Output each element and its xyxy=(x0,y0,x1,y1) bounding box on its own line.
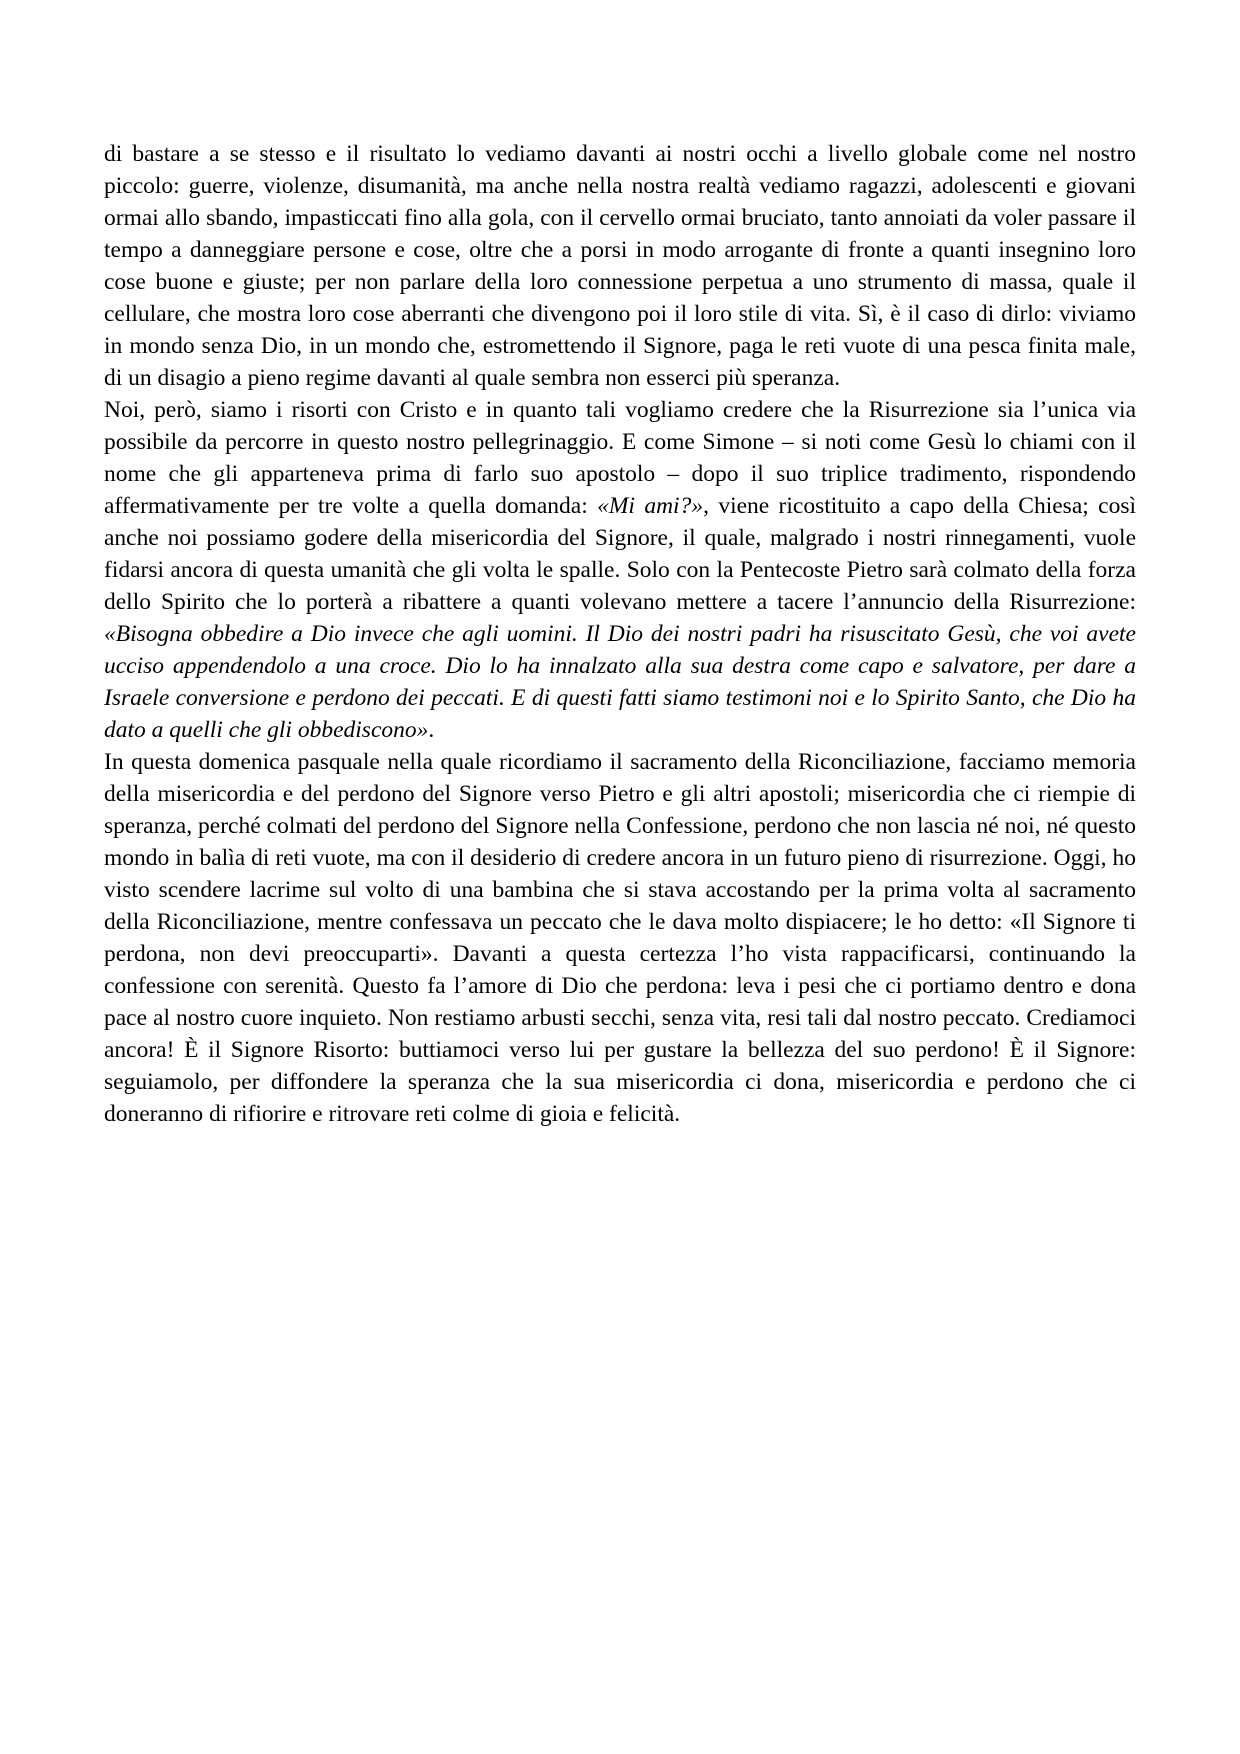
text-segment: di bastare a se stesso e il risultato lo vediamo davanti ai nostri occhi a livello globale come nel nostro piccolo: guerre, violenze, disumanità, ma anche nella nostra realtà vediamo ragazzi, adolescenti e giovani ormai allo sbando, impasticcati fino alla gola, con il cervello ormai bruciato, tanto annoiati da voler passare il tempo a danneggiare persone e cose, oltre che a porsi in modo arrogante di fronte a quanti insegnino loro cose buone e giuste; per non parlare della loro connessione perpetua a uno strumento di massa, quale il cellulare, che mostra loro cose aberranti che divengono poi il loro stile di vita. Sì, è il caso di dirlo: viviamo in mondo senza Dio, in un mondo che, estromettendo il Signore, paga le reti vuote di una pesca finita male, di un disagio a pieno regime davanti al quale sembra non esserci più speranza. xyxy=(104,141,1136,391)
italic-text-segment: «Bisogna obbedire a Dio invece che agli uomini. Il Dio dei nostri padri ha risuscitato Gesù, che voi avete ucciso appendendolo a una croce. Dio lo ha innalzato alla sua destra come capo e salvatore, per dare a Israele conversione e perdono dei peccati. E di questi fatti siamo testimoni noi e lo Spirito Santo, che Dio ha dato a quelli che gli obbediscono» xyxy=(104,621,1136,743)
paragraph xyxy=(104,746,1136,1130)
text-segment: , viene ricostituito a capo della Chiesa; così anche noi possiamo godere della misericordia del Signore, il quale, malgrado i nostri rinnegamenti, vuole fidarsi ancora di questa umanità che gli volta le spalle. Solo con la Pentecoste Pietro sarà colmato della forza dello Spirito che lo porterà a ribattere a quanti volevano mettere a tacere l’annuncio della Risurrezione: xyxy=(104,493,1136,615)
text-segment: Noi, però, siamo i risorti con Cristo e in quanto tali vogliamo credere che la Risurrezione sia l’unica via possibile da percorre in questo nostro pellegrinaggio. E come Simone – si noti come Gesù lo chiami con il nome che gli apparteneva prima di farlo suo apostolo – dopo il suo triplice tradimento, rispondendo affermativamente per tre volte a quella domanda: xyxy=(104,397,1136,519)
paragraph xyxy=(104,138,1136,394)
text-block xyxy=(104,138,1136,1130)
text-segment: In questa domenica pasquale nella quale ricordiamo il sacramento della Riconciliazione, facciamo memoria della misericordia e del perdono del Signore verso Pietro e gli altri apostoli; misericordia che ci riempie di speranza, perché colmati del perdono del Signore nella Confessione, perdono che non lascia né noi, né questo mondo in balìa di reti vuote, ma con il desiderio di credere ancora in un futuro pieno di risurrezione. Oggi, ho visto scendere lacrime sul volto di una bambina che si stava accostando per la prima volta al sacramento della Riconciliazione, mentre confessava un peccato che le dava molto dispiacere; le ho detto: «Il Signore ti perdona, non devi preoccuparti». Davanti a questa certezza l’ho vista rappacificarsi, continuando la confessione con serenità. Questo fa l’amore di Dio che perdona: leva i pesi che ci portiamo dentro e dona pace al nostro cuore inquieto. Non restiamo arbusti secchi, senza vita, resi tali dal nostro peccato. Crediamoci ancora! È il Signore Risorto: buttiamoci verso lui per gustare la bellezza del suo perdono! È il Signore: seguiamolo, per diffondere la speranza che la sua misericordia ci dona, misericordia e perdono che ci doneranno di rifiorire e ritrovare reti colme di gioia e felicità. xyxy=(104,749,1136,1127)
text-segment: . xyxy=(428,717,435,743)
italic-text-segment: «Mi ami?» xyxy=(597,493,704,519)
paragraph xyxy=(104,394,1136,746)
